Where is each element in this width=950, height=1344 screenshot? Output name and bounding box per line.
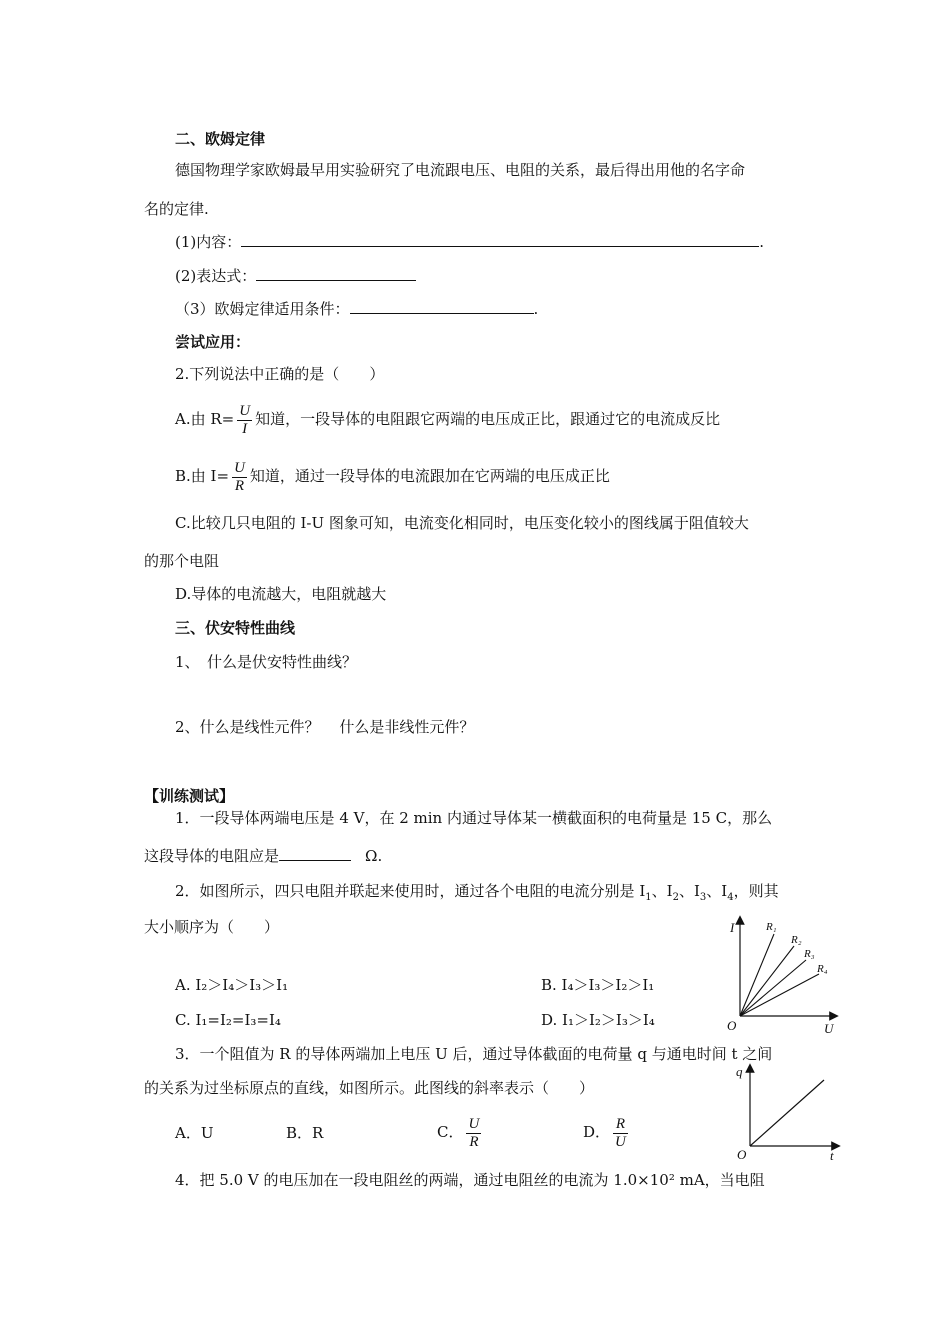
u-axis-label: U xyxy=(824,1021,834,1034)
option-a-text: 知道，一段导体的电阻跟它两端的电压成正比，跟通过它的电流成反比 xyxy=(255,410,721,428)
option-b-fraction xyxy=(232,460,247,495)
label-r1: R₁ xyxy=(766,921,777,933)
t1-line1: 1．一段导体两端电压是 4 V，在 2 min 内通过导体某一横截面积的电荷量是 15 C，那么 xyxy=(175,809,773,827)
t3-line1: 3．一个阻值为 R 的导体两端加上电压 U 后，通过导体截面的电荷量 q 与通电时间 t 之间 xyxy=(175,1045,773,1063)
t2-line1-text: 2．如图所示，四只电阻并联起来使用时，通过各个电阻的电流分别是 I xyxy=(175,882,646,900)
origin-label: O xyxy=(737,1147,747,1162)
t2-line1-end: ，则其 xyxy=(733,882,779,900)
option-a-fraction xyxy=(237,403,252,438)
section3-q1: 1、 什么是伏安特性曲线？ xyxy=(175,653,358,671)
option-a xyxy=(175,400,720,438)
conditions-line xyxy=(175,299,538,319)
t3-option-d-prefix: D． xyxy=(583,1123,611,1141)
option-d: D.导体的电流越大，电阻就越大 xyxy=(175,585,387,603)
fraction-denominator: I xyxy=(242,420,248,437)
t1-unit: Ω. xyxy=(365,847,383,865)
fraction-denominator: R xyxy=(234,477,245,494)
content-line xyxy=(175,232,764,252)
option-b-text: 知道，通过一段导体的电流跟加在它两端的电压成正比 xyxy=(249,467,610,485)
q2-stem: 2.下列说法中正确的是（ ） xyxy=(175,365,385,383)
option-b xyxy=(175,457,610,495)
t3-option-c-fraction xyxy=(466,1116,481,1151)
t2-option-a: A. I₂＞I₄＞I₃＞I₁ xyxy=(175,976,289,994)
label-r2: R₂ xyxy=(791,934,802,946)
origin-label: O xyxy=(727,1018,737,1033)
conditions-label: （3）欧姆定律适用条件： xyxy=(175,300,350,318)
section2-heading: 二、欧姆定律 xyxy=(175,130,266,148)
t4-line1: 4．把 5.0 V 的电压加在一段电阻丝的两端，通过电阻丝的电流为 1.0×10² mA，当电阻 xyxy=(175,1171,765,1189)
option-c-line2: 的那个电阻 xyxy=(144,552,220,570)
training-heading: 【训练测试】 xyxy=(144,787,235,805)
line-r2 xyxy=(740,946,794,1016)
t3-line2: 的关系为过坐标原点的直线，如图所示。此图线的斜率表示（ ） xyxy=(144,1079,595,1097)
fraction-numerator: U xyxy=(234,459,245,476)
line-r4 xyxy=(740,974,819,1016)
expression-blank[interactable] xyxy=(256,266,416,281)
expression-label: (2)表达式： xyxy=(175,267,257,285)
t1-answer-blank[interactable] xyxy=(279,846,351,861)
conditions-end: . xyxy=(533,300,539,318)
t3-option-d-fraction xyxy=(613,1116,628,1151)
t3-option-c xyxy=(437,1113,484,1151)
t2-option-c: C. I₁=I₂=I₃=I₄ xyxy=(175,1011,281,1029)
fraction-denominator: U xyxy=(615,1133,626,1150)
content-blank[interactable] xyxy=(241,232,759,247)
label-r3: R₃ xyxy=(804,948,815,960)
option-c-line1: C.比较几只电阻的 I-U 图象可知，电流变化相同时，电压变化较小的图线属于阻值较大 xyxy=(175,514,749,532)
t2-option-d: D. I₁＞I₂＞I₃＞I₄ xyxy=(541,1011,655,1029)
iu-graph-figure xyxy=(722,912,842,1034)
t3-option-a: A．U xyxy=(175,1124,214,1142)
content-label: (1)内容： xyxy=(175,233,242,251)
expression-line xyxy=(175,266,416,286)
fraction-numerator: U xyxy=(239,402,251,419)
line-r1 xyxy=(740,934,774,1016)
section3-q2: 2、什么是线性元件？ 什么是非线性元件？ xyxy=(175,718,475,736)
content-end: . xyxy=(759,233,765,251)
t2-line1: 2．如图所示，四只电阻并联起来使用时，通过各个电阻的电流分别是 $I_1$、$I_2$、$I_3$、$I_4$，则其 xyxy=(175,882,779,903)
fraction-numerator: U xyxy=(468,1115,480,1132)
t1-line2-text: 这段导体的电阻应是 xyxy=(144,847,280,865)
t1-line2 xyxy=(144,846,382,866)
t3-option-b: B．R xyxy=(286,1124,324,1142)
t2-option-b: B. I₄＞I₃＞I₂＞I₁ xyxy=(541,976,655,994)
i-axis-label: I xyxy=(730,920,735,935)
label-r4: R₄ xyxy=(817,963,828,975)
q-axis-label: q xyxy=(736,1064,743,1079)
t2-line2: 大小顺序为（ ） xyxy=(144,918,280,936)
q-t-line xyxy=(750,1080,824,1146)
t3-option-c-prefix: C． xyxy=(437,1123,464,1141)
option-b-prefix: B.由 I= xyxy=(175,467,230,485)
option-a-prefix: A.由 R= xyxy=(175,410,235,428)
line-r3 xyxy=(740,960,806,1016)
conditions-blank[interactable] xyxy=(350,299,534,314)
practice-heading: 尝试应用： xyxy=(175,333,251,351)
fraction-numerator: R xyxy=(613,1116,628,1134)
fraction-denominator: R xyxy=(469,1133,479,1150)
section2-intro-line2: 名的定律. xyxy=(144,200,209,218)
section2-intro-line1: 德国物理学家欧姆最早用实验研究了电流跟电压、电阻的关系，最后得出用他的名字命 xyxy=(175,161,746,179)
section3-heading: 三、伏安特性曲线 xyxy=(175,619,296,637)
qt-graph-figure xyxy=(730,1060,842,1164)
t3-option-d xyxy=(583,1113,631,1151)
t-axis-label: t xyxy=(830,1148,834,1163)
